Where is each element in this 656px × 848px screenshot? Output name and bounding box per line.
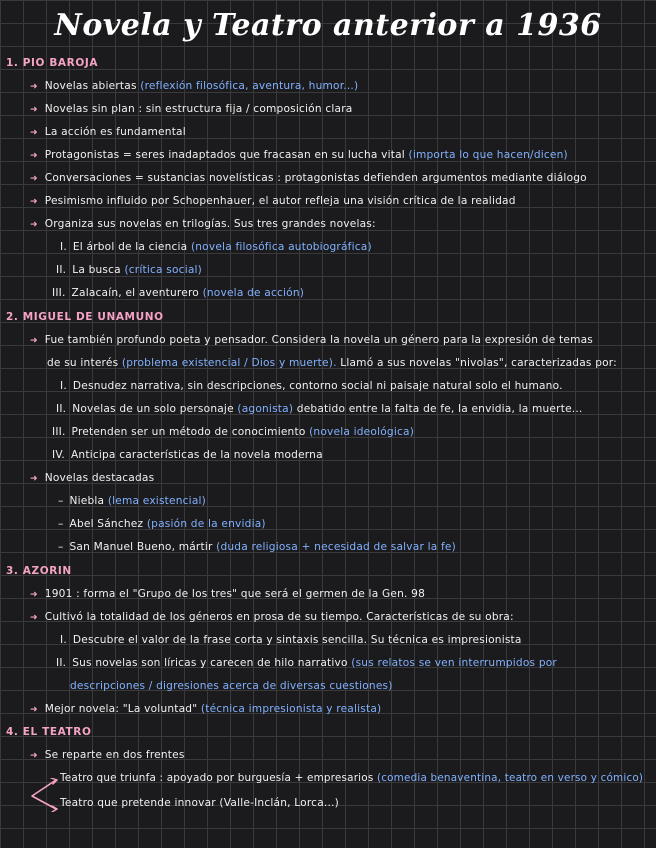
list-item: ➜ Novelas abiertas (reflexión filosófica, aventura, humor...) xyxy=(30,80,359,92)
list-item: ➜ Se reparte en dos frentes xyxy=(30,749,185,761)
section-heading-unamuno: 2. MIGUEL DE UNAMUNO xyxy=(6,311,164,323)
list-item: ➜ Conversaciones = sustancias novelísticas : protagonistas defienden argumentos mediante diálogo xyxy=(30,172,587,184)
arrow-icon: ➜ xyxy=(30,197,38,207)
list-item: III. Zalacaín, el aventurero (novela de acción) xyxy=(52,287,305,299)
branch-arrow-icon xyxy=(28,778,58,812)
arrow-icon: ➜ xyxy=(30,705,38,715)
arrow-icon: ➜ xyxy=(30,128,38,138)
arrow-icon: ➜ xyxy=(30,336,38,346)
section-heading-teatro: 4. EL TEATRO xyxy=(6,726,92,738)
list-item: III. Pretenden ser un método de conocimiento (novela ideológica) xyxy=(52,426,415,438)
list-item: – Abel Sánchez (pasión de la envidia) xyxy=(58,518,266,530)
arrow-icon: ➜ xyxy=(30,590,38,600)
arrow-icon: ➜ xyxy=(30,751,38,761)
list-item: ➜ Fue también profundo poeta y pensador. Considera la novela un género para la expresión de temas xyxy=(30,334,593,346)
arrow-icon: ➜ xyxy=(30,220,38,230)
list-item: ➜ Mejor novela: "La voluntad" (técnica impresionista y realista) xyxy=(30,703,382,715)
arrow-icon: ➜ xyxy=(30,474,38,484)
list-item: Teatro que pretende innovar (Valle-Inclán, Lorca...) xyxy=(60,797,339,809)
section-heading-azorin: 3. AZORIN xyxy=(6,565,72,577)
list-item: ➜ Protagonistas = seres inadaptados que fracasan en su lucha vital (importa lo que hacen/dicen) xyxy=(30,149,568,161)
list-item: Teatro que triunfa : apoyado por burguesía + empresarios (comedia benaventina, teatro en verso y cómico) xyxy=(60,772,644,784)
list-item: ➜ La acción es fundamental xyxy=(30,126,186,138)
list-item: de su interés (problema existencial / Dios y muerte). Llamó a sus novelas "nivolas", caracterizadas por: xyxy=(47,357,617,369)
list-item: II. Sus novelas son líricas y carecen de hilo narrativo (sus relatos se ven interrumpidos por xyxy=(56,657,557,669)
list-item: ➜ Pesimismo influido por Schopenhauer, el autor refleja una visión crítica de la realidad xyxy=(30,195,516,207)
list-item: ➜ Novelas sin plan : sin estructura fija / composición clara xyxy=(30,103,353,115)
list-item: II. La busca (crítica social) xyxy=(56,264,203,276)
arrow-icon: ➜ xyxy=(30,151,38,161)
list-item: I. Descubre el valor de la frase corta y sintaxis sencilla. Su técnica es impresionista xyxy=(60,634,522,646)
arrow-icon: ➜ xyxy=(30,82,38,92)
list-item: II. Novelas de un solo personaje (agonista) debatido entre la falta de fe, la envidia, la muerte... xyxy=(56,403,583,415)
page-title: Novela y Teatro anterior a 1936 xyxy=(54,8,602,43)
list-item: – Niebla (lema existencial) xyxy=(58,495,206,507)
arrow-icon: ➜ xyxy=(30,174,38,184)
list-item: I. El árbol de la ciencia (novela filosófica autobiográfica) xyxy=(60,241,372,253)
list-item: ➜ Cultivó la totalidad de los géneros en prosa de su tiempo. Características de su obra: xyxy=(30,611,514,623)
section-heading-baroja: 1. PIO BAROJA xyxy=(6,57,99,69)
list-item: IV. Anticipa características de la novela moderna xyxy=(52,449,323,461)
arrow-icon: ➜ xyxy=(30,105,38,115)
list-item: descripciones / digresiones acerca de diversas cuestiones) xyxy=(70,680,393,692)
list-item: ➜ 1901 : forma el "Grupo de los tres" que será el germen de la Gen. 98 xyxy=(30,588,426,600)
list-item: – San Manuel Bueno, mártir (duda religiosa + necesidad de salvar la fe) xyxy=(58,541,456,553)
list-item: I. Desnudez narrativa, sin descripciones, contorno social ni paisaje natural solo el humano. xyxy=(60,380,563,392)
list-item: ➜ Novelas destacadas xyxy=(30,472,155,484)
list-item: ➜ Organiza sus novelas en trilogías. Sus tres grandes novelas: xyxy=(30,218,376,230)
arrow-icon: ➜ xyxy=(30,613,38,623)
